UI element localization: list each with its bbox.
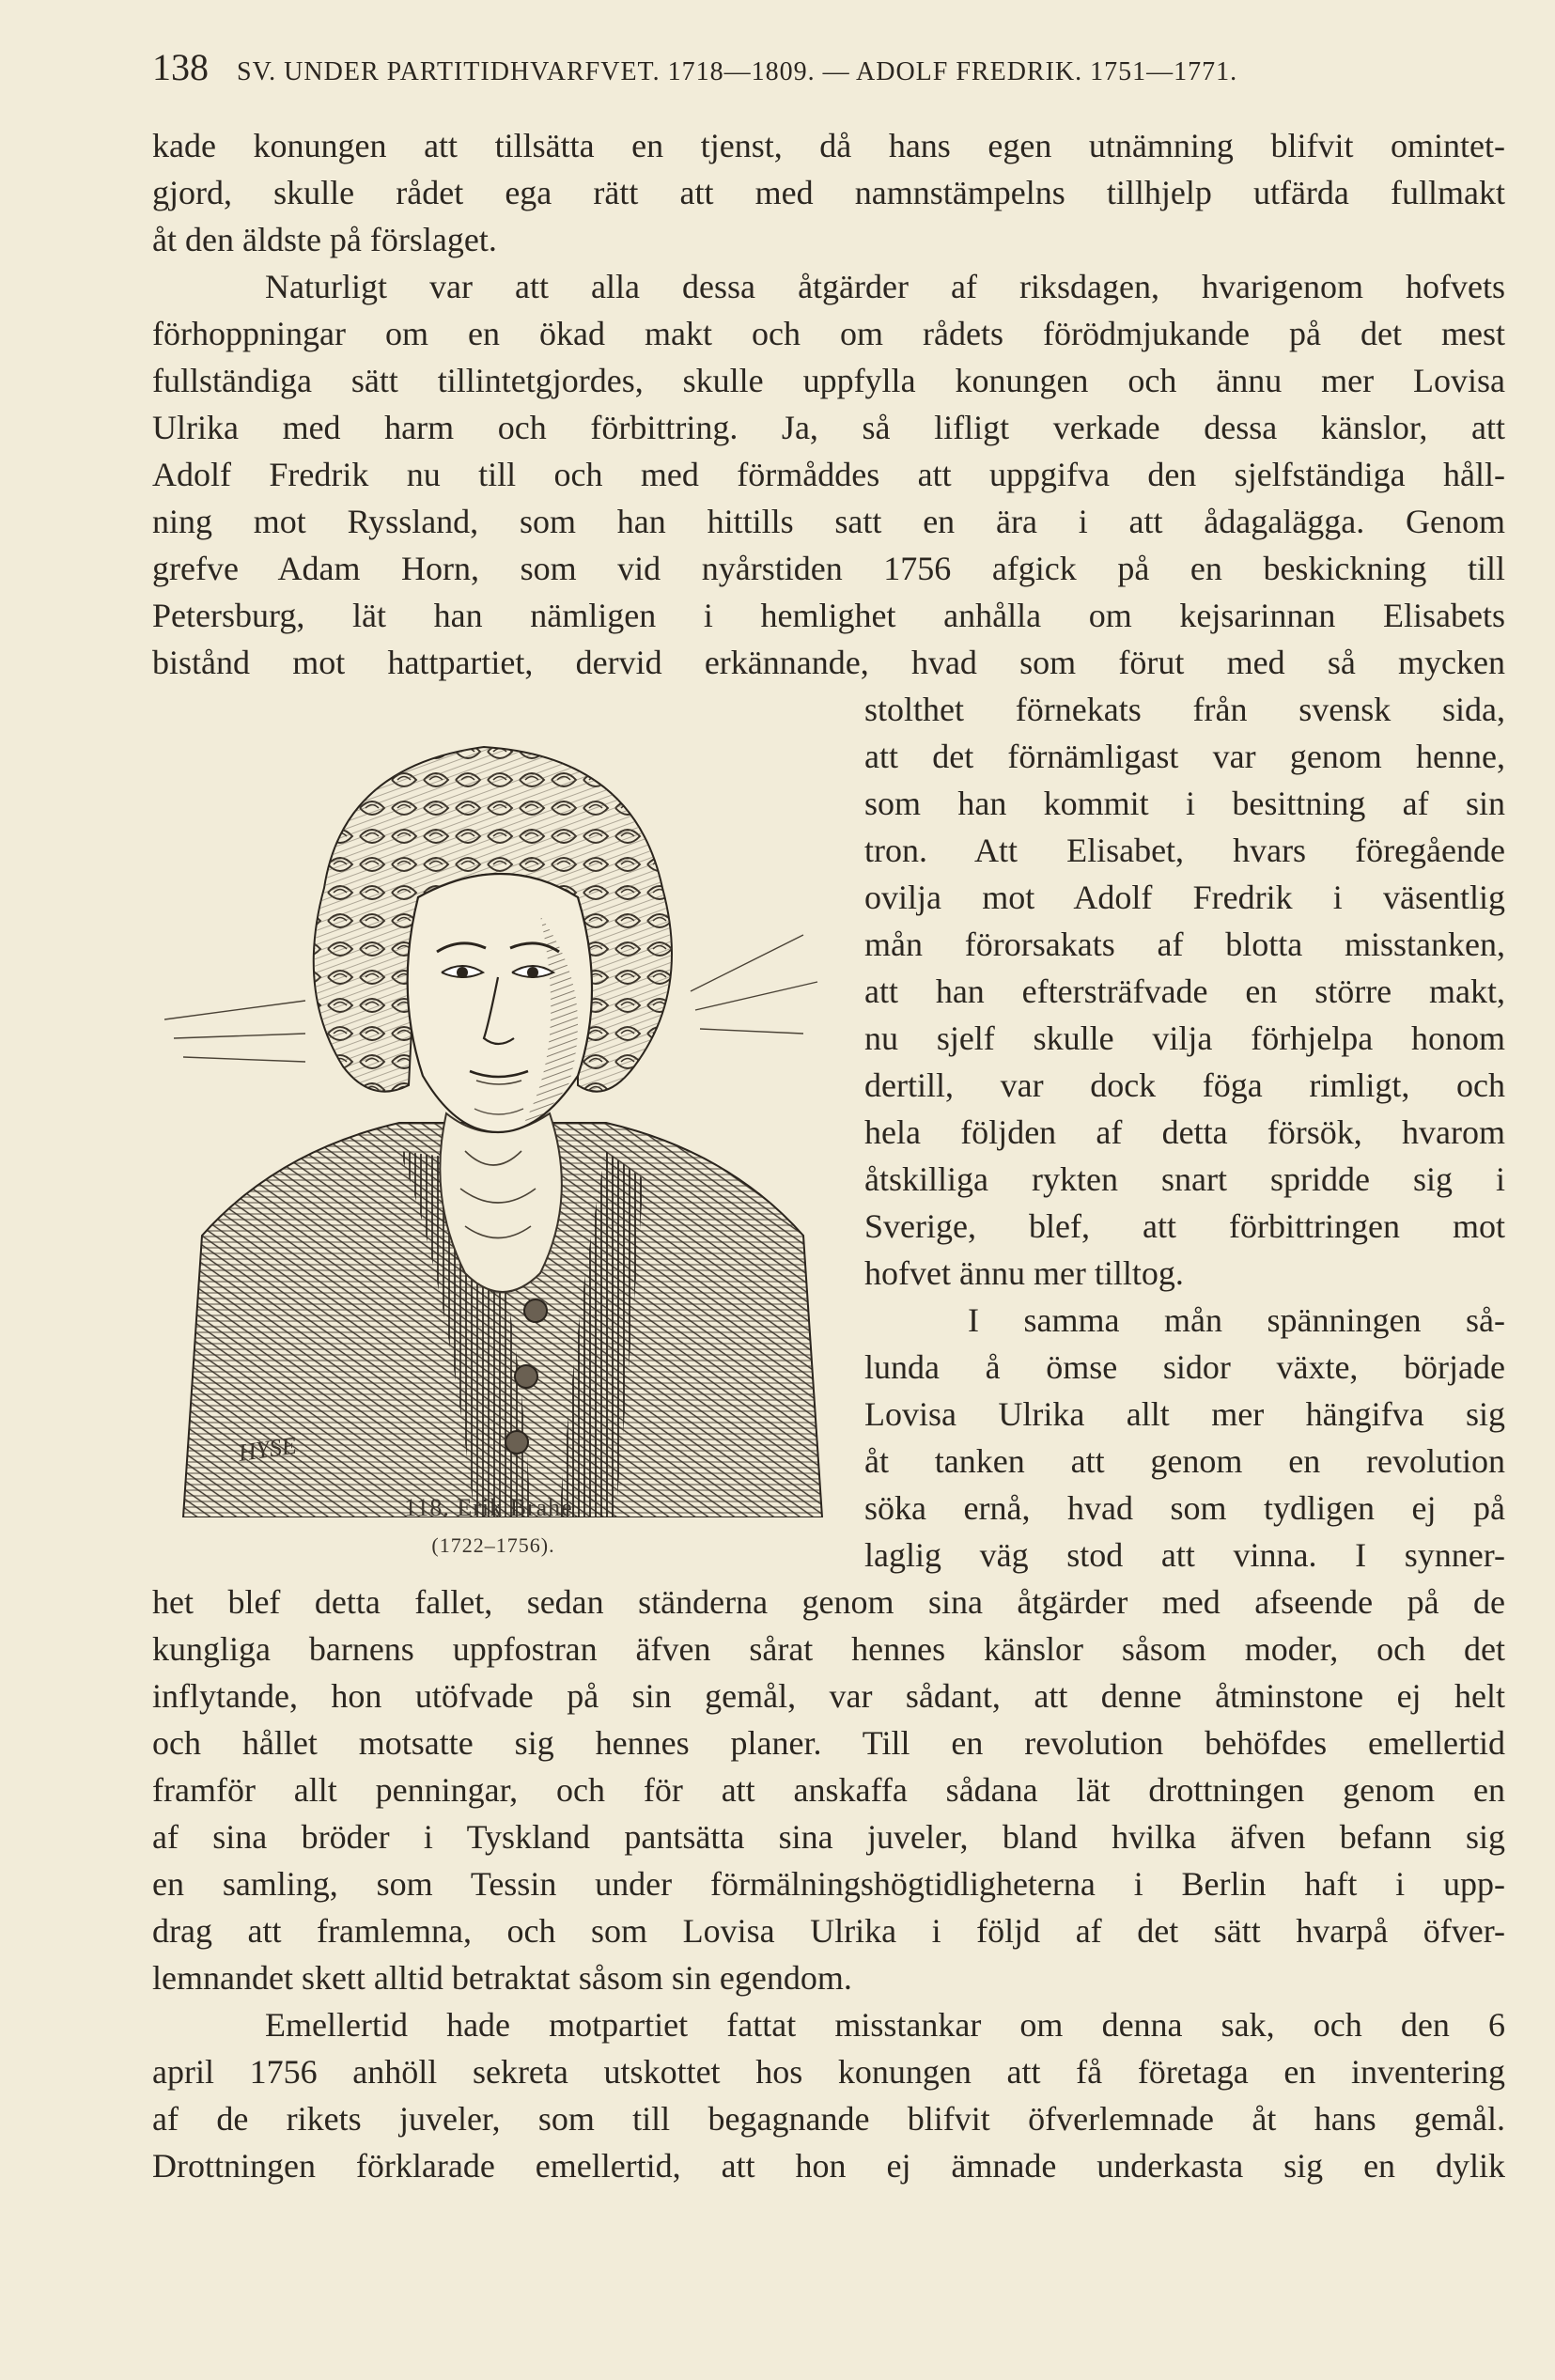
text-line: Adolf Fredrik nu till och med förmåddes att uppgifva den sjelfständiga håll- bbox=[152, 456, 1505, 493]
text-line: hela följden af detta försök, hvarom bbox=[864, 1113, 1505, 1151]
page-number: 138 bbox=[152, 46, 209, 88]
text-line: framför allt penningar, och för att anskaffa sådana lät drottningen genom en bbox=[152, 1771, 1505, 1809]
text-line: I samma mån spänningen så- bbox=[968, 1301, 1505, 1339]
text-line: kungliga barnens uppfostran äfven sårat hennes känslor såsom moder, och det bbox=[152, 1630, 1505, 1668]
text-line: Petersburg, lät han nämligen i hemlighet anhålla om kejsarinnan Elisabets bbox=[152, 597, 1505, 634]
text-line: Lovisa Ulrika allt mer hängifva sig bbox=[864, 1395, 1505, 1433]
text-line: Naturligt var att alla dessa åtgärder af riksdagen, hvarigenom hofvets bbox=[265, 268, 1505, 305]
text-line: laglig väg stod att vinna. I synner- bbox=[864, 1536, 1505, 1574]
text-line: lemnandet skett alltid betraktat såsom sin egendom. bbox=[152, 1959, 852, 1997]
text-line: af sina bröder i Tyskland pantsätta sina juveler, bland hvilka äfven befann sig bbox=[152, 1818, 1505, 1856]
text-line: Ulrika med harm och förbittring. Ja, så lifligt verkade dessa känslor, att bbox=[152, 409, 1505, 446]
figure-number: 118. bbox=[404, 1494, 450, 1521]
text-line: åt den äldste på förslaget. bbox=[152, 221, 497, 258]
text-line: att det förnämligast var genom henne, bbox=[864, 738, 1505, 775]
text-line: hofvet ännu mer tilltog. bbox=[864, 1254, 1184, 1292]
running-header bbox=[152, 45, 1505, 92]
text-line: åtskilliga rykten snart spridde sig i bbox=[864, 1160, 1505, 1198]
text-line: en samling, som Tessin under förmälningshögtidligheterna i Berlin haft i upp- bbox=[152, 1865, 1505, 1903]
text-line: bistånd mot hattpartiet, dervid erkännande, hvad som förut med så mycken bbox=[152, 644, 1505, 681]
text-line: nu sjelf skulle vilja förhjelpa honom bbox=[864, 1019, 1505, 1057]
text-line: inflytande, hon utöfvade på sin gemål, var sådant, att denne åtminstone ej helt bbox=[152, 1677, 1505, 1715]
text-line: lunda å ömse sidor växte, började bbox=[864, 1348, 1505, 1386]
bottom-text-block bbox=[152, 1579, 1505, 2189]
text-line: grefve Adam Horn, som vid nyårstiden 1756 afgick på en beskickning till bbox=[152, 550, 1505, 587]
figure-name: Erik Brahe bbox=[457, 1494, 573, 1521]
running-title: SV. UNDER PARTITIDHVARFVET. 1718—1809. — ADOLF FREDRIK. 1751—1771. bbox=[237, 57, 1238, 86]
text-line: april 1756 anhöll sekreta utskottet hos konungen att få företaga en inventering bbox=[152, 2053, 1505, 2091]
text-line: ovilja mot Adolf Fredrik i väsentlig bbox=[864, 879, 1505, 916]
figure-dates: (1722–1756). bbox=[431, 1533, 555, 1557]
text-line: och hållet motsatte sig hennes planer. Till en revolution behöfdes emellertid bbox=[152, 1724, 1505, 1762]
text-line: af de rikets juveler, som till begagnande blifvit öfverlemnade åt hans gemål. bbox=[152, 2100, 1505, 2138]
engraver-signature: HYSE bbox=[236, 1431, 299, 1467]
text-line: åt tanken att genom en revolution bbox=[864, 1442, 1505, 1480]
figure-caption bbox=[150, 1494, 827, 1558]
text-line: gjord, skulle rådet ega rätt att med namnstämpelns tillhjelp utfärda fullmakt bbox=[152, 174, 1505, 211]
text-line: att han eftersträfvade en större makt, bbox=[864, 972, 1505, 1010]
text-line: fullständiga sätt tillintetgjordes, skulle uppfylla konungen och ännu mer Lovisa bbox=[152, 362, 1505, 399]
text-line: dertill, var dock föga rimligt, och bbox=[864, 1066, 1505, 1104]
top-text-block bbox=[152, 122, 1505, 686]
text-line: som han kommit i besittning af sin bbox=[864, 785, 1505, 822]
text-line: mån förorsakats af blotta misstanken, bbox=[864, 926, 1505, 963]
text-line: tron. Att Elisabet, hvars föregående bbox=[864, 832, 1505, 869]
text-line: het blef detta fallet, sedan ständerna genom sina åtgärder med afseende på de bbox=[152, 1583, 1505, 1621]
column-text-block bbox=[864, 686, 1505, 1579]
portrait-engraving bbox=[164, 709, 841, 1517]
text-line: drag att framlemna, och som Lovisa Ulrika i följd af det sätt hvarpå öfver- bbox=[152, 1912, 1505, 1950]
text-line: ning mot Ryssland, som han hittills satt en ära i att ådagalägga. Genom bbox=[152, 503, 1505, 540]
text-line: Drottningen förklarade emellertid, att hon ej ämnade underkasta sig en dylik bbox=[152, 2147, 1505, 2185]
text-line: förhoppningar om en ökad makt och om rådets förödmjukande på det mest bbox=[152, 315, 1505, 352]
text-line: Sverige, blef, att förbittringen mot bbox=[864, 1207, 1505, 1245]
text-line: kade konungen att tillsätta en tjenst, då hans egen utnämning blifvit omintet- bbox=[152, 127, 1505, 164]
portrait-illustration bbox=[164, 709, 841, 1517]
text-line: stolthet förnekats från svensk sida, bbox=[864, 691, 1505, 728]
text-line: Emellertid hade motpartiet fattat misstankar om denna sak, och den 6 bbox=[265, 2006, 1505, 2044]
text-line: söka ernå, hvad som tydligen ej på bbox=[864, 1489, 1505, 1527]
